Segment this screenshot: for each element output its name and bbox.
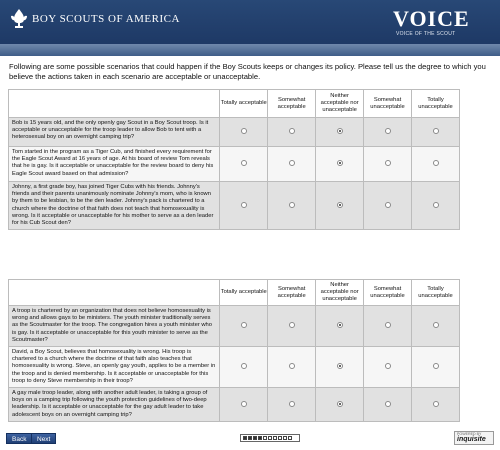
grid-header-row — [9, 90, 460, 118]
grid-header-blank — [9, 280, 220, 306]
radio-option[interactable] — [289, 401, 295, 407]
radio-option[interactable] — [289, 363, 295, 369]
progress-indicator — [240, 434, 300, 442]
powered-by-badge[interactable] — [454, 431, 494, 445]
radio-option[interactable] — [241, 322, 247, 328]
radio-option[interactable] — [433, 363, 439, 369]
radio-option[interactable] — [337, 160, 343, 166]
radio-option[interactable] — [385, 363, 391, 369]
column-somewhat-acceptable: Somewhat acceptable — [268, 90, 316, 118]
progress-step — [263, 436, 267, 440]
progress-step — [283, 436, 287, 440]
radio-option[interactable] — [337, 202, 343, 208]
radio-option[interactable] — [385, 202, 391, 208]
scenario-text: A gay male troop leader, along with another adult leader, is taking a group of boys on a camping trip following the youth protection guidelines of two-deep leadership. Is it acceptable or unacceptable for the gay adult leader to take adolescent boys on an overnight camping trip? — [9, 388, 220, 422]
scenario-row — [9, 147, 460, 182]
radio-option[interactable] — [337, 322, 343, 328]
radio-option[interactable] — [433, 202, 439, 208]
radio-option[interactable] — [289, 160, 295, 166]
powered-by-label: POWERED BY — [457, 432, 482, 436]
radio-option[interactable] — [433, 401, 439, 407]
radio-option[interactable] — [241, 401, 247, 407]
progress-step — [248, 436, 252, 440]
next-button[interactable]: Next — [31, 433, 56, 444]
column-somewhat-unacceptable: Somewhat unacceptable — [364, 90, 412, 118]
org-name: BOY SCOUTS OF AMERICA — [32, 13, 180, 25]
scenario-row — [9, 118, 460, 147]
column-neither: Neither acceptable nor unacceptable — [316, 280, 364, 306]
radio-option[interactable] — [337, 128, 343, 134]
radio-option[interactable] — [433, 160, 439, 166]
radio-option[interactable] — [241, 160, 247, 166]
grid-header-row — [9, 280, 460, 306]
column-totally-unacceptable: Totally unacceptable — [412, 90, 460, 118]
progress-step — [273, 436, 277, 440]
radio-option[interactable] — [241, 128, 247, 134]
back-button[interactable]: Back — [6, 433, 32, 444]
radio-option[interactable] — [385, 322, 391, 328]
scenario-text: Bob is 15 years old, and the only openly gay Scout in a Boy Scout troop. Is it acceptable or unacceptable for the troop leader to allow Bob to tent with a heterosexual boy on an overnight camping trip? — [9, 118, 220, 147]
progress-step — [288, 436, 292, 440]
voice-tagline: VOICE OF THE SCOUT — [396, 31, 456, 37]
radio-option[interactable] — [337, 401, 343, 407]
column-totally-acceptable: Totally acceptable — [220, 90, 268, 118]
radio-option[interactable] — [385, 160, 391, 166]
banner-stripe — [0, 44, 500, 56]
scenario-row — [9, 182, 460, 230]
progress-step — [253, 436, 257, 440]
radio-option[interactable] — [241, 202, 247, 208]
scenario-text: Tom started in the program as a Tiger Cub, and finished every requirement for the Eagle Scout Award at 16 years of age. At his board of review Tom reveals that he is gay. Is it acceptable or unacceptable for the review board to deny his Eagle Scout award based on that admission? — [9, 147, 220, 182]
radio-option[interactable] — [241, 363, 247, 369]
scenario-grid-2 — [8, 279, 460, 422]
progress-step — [243, 436, 247, 440]
voice-logo: VOICE — [393, 6, 470, 31]
scenario-text: Johnny, a first grade boy, has joined Tiger Cubs with his friends. Johnny's friends and their parents unanimously nominate Johnny's mom, who is known by them to be lesbian, to be the den leader. Johnny's pack is chartered to a church where the doctrine of that faith does not teach that homosexuality is wrong. Is it acceptable or unacceptable for his mother to serve as a den leader for his Cub Scout den? — [9, 182, 220, 230]
inquisite-logo: inquisite — [457, 436, 486, 443]
column-totally-unacceptable: Totally unacceptable — [412, 280, 460, 306]
radio-option[interactable] — [433, 128, 439, 134]
radio-option[interactable] — [433, 322, 439, 328]
header-banner — [0, 0, 500, 56]
radio-option[interactable] — [289, 322, 295, 328]
radio-option[interactable] — [337, 363, 343, 369]
scenario-row — [9, 388, 460, 422]
radio-option[interactable] — [385, 128, 391, 134]
progress-step — [258, 436, 262, 440]
scenario-row — [9, 347, 460, 388]
progress-step — [278, 436, 282, 440]
column-somewhat-acceptable: Somewhat acceptable — [268, 280, 316, 306]
column-neither: Neither acceptable nor unacceptable — [316, 90, 364, 118]
intro-text: Following are some possible scenarios that could happen if the Boy Scouts keeps or changes its policy. Please tell us the degree to which you believe the actions taken in each scenario are acceptable or unacceptable. — [9, 62, 486, 81]
scenario-text: A troop is chartered by an organization that does not believe homosexuality is wrong and allows gays to be ministers. The youth minister traditionally serves as the Scoutmaster for the troop. The congregation hires a youth minister who is gay. Is it acceptable or unacceptable for this youth minister to serve as the Scoutmaster? — [9, 306, 220, 347]
radio-option[interactable] — [385, 401, 391, 407]
column-totally-acceptable: Totally acceptable — [220, 280, 268, 306]
progress-step — [268, 436, 272, 440]
grid-header-blank — [9, 90, 220, 118]
radio-option[interactable] — [289, 128, 295, 134]
scenario-grid-1 — [8, 89, 460, 230]
radio-option[interactable] — [289, 202, 295, 208]
scenario-row — [9, 306, 460, 347]
bsa-fleur-de-lis-icon — [10, 8, 28, 30]
scenario-text: David, a Boy Scout, believes that homosexuality is wrong. His troop is chartered to a church where the doctrine of that faith also teaches that homosexuality is wrong. Steve, an openly gay youth, applies to be a member in the troop and is denied membership. Is it acceptable or unacceptable for this troop to deny Steve membership in their troop? — [9, 347, 220, 388]
column-somewhat-unacceptable: Somewhat unacceptable — [364, 280, 412, 306]
